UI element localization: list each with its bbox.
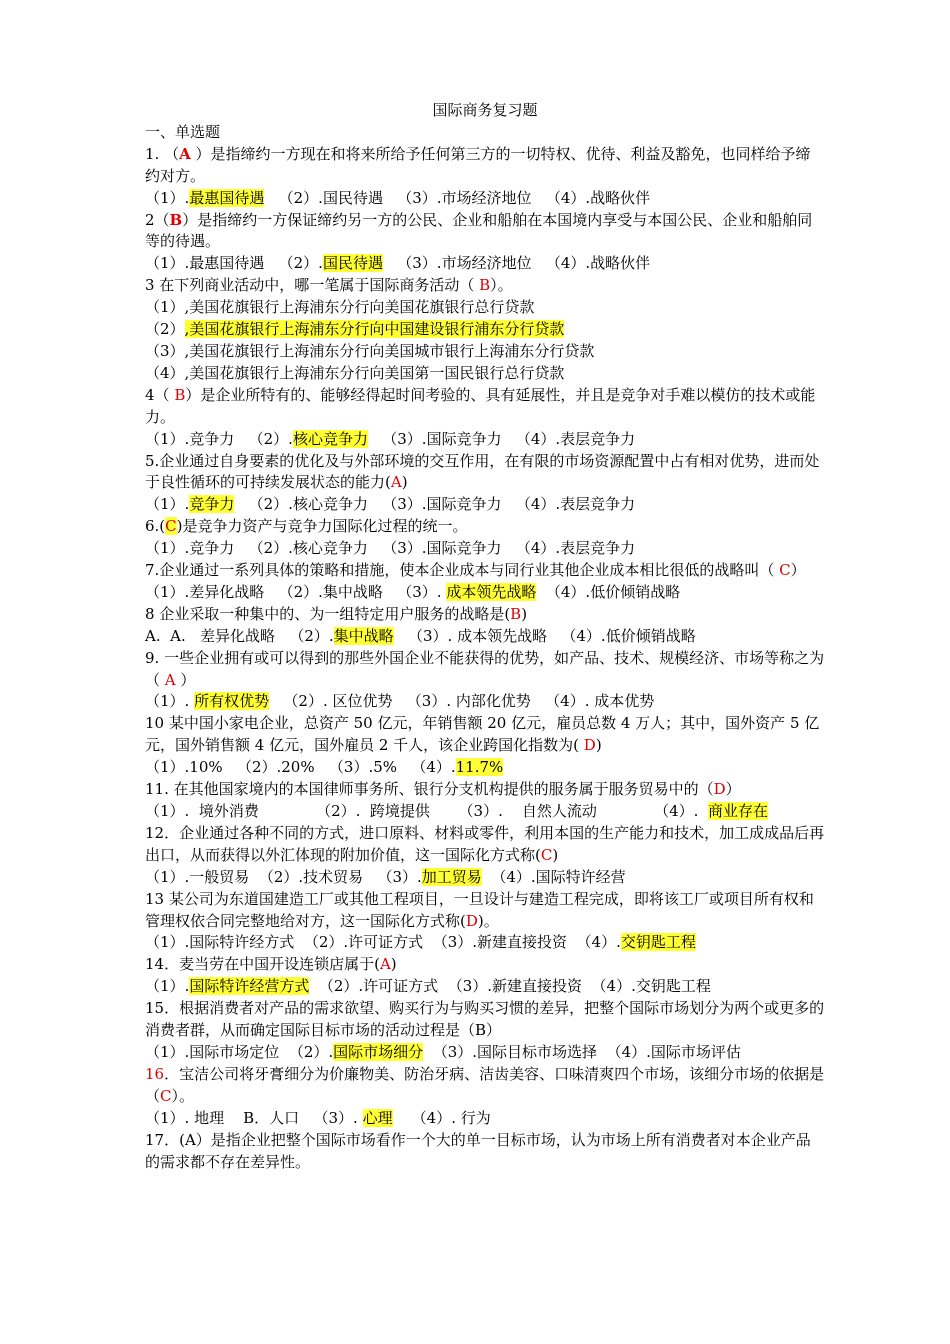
question-13: 13 某公司为东道国建造工厂或其他工程项目，一旦设计与建造工程完成，即将该工厂或项目所有权和管理权依合同完整地给对方，这一国际化方式称(D)。 bbox=[145, 889, 814, 930]
question-1: 1. （A ）是指缔约一方现在和将来所给予任何第三方的一切特权、优待、利益及豁免，也同样给予缔约对方。 bbox=[145, 144, 811, 185]
question-10: 10 某中国小家电企业，总资产 50 亿元，年销售额 20 亿元，雇员总数 4 万人；其中，国外资产 5 亿元，国外销售额 4 亿元，国外雇员 2 千人，该企业跨国化指数为( D) bbox=[145, 714, 820, 755]
highlighted-answer: 国民待遇 bbox=[322, 254, 383, 273]
question-12: 12．企业通过各种不同的方式，进口原料、材料或零件，利用本国的生产能力和技术，加工成成品后再出口，从而获得以外汇体现的附加价值，这一国际化方式称(C) bbox=[145, 823, 825, 864]
answer-mark: D bbox=[713, 780, 726, 799]
section-heading: 一、单选题 bbox=[145, 122, 221, 141]
highlighted-answer: 成本领先战略 bbox=[446, 582, 537, 601]
highlighted-answer: 加工贸易 bbox=[421, 867, 482, 886]
answer-mark: B bbox=[169, 210, 183, 229]
answer-mark: D bbox=[465, 911, 478, 930]
options-12: （1）.一般贸易 （2）.技术贸易 （3）.加工贸易 （4）.国际特许经营 bbox=[145, 867, 626, 886]
options-13: （1）.国际特许经方式 （2）.许可证方式 （3）.新建直接投资 （4）.交钥匙工程 bbox=[145, 933, 696, 952]
document-title: 国际商务复习题 bbox=[432, 101, 538, 119]
options-6: （1）.竞争力 （2）.核心竞争力 （3）.国际竞争力 （4）.表层竞争力 bbox=[145, 539, 636, 558]
option-3-4: （4）,美国花旗银行上海浦东分行向美国第一国民银行总行贷款 bbox=[145, 363, 565, 382]
question-number: 16 bbox=[145, 1064, 165, 1083]
answer-mark: B bbox=[479, 276, 491, 295]
highlighted-answer: 最惠国待遇 bbox=[189, 188, 265, 207]
options-11: （1）. 境外消费 （2）. 跨境提供 （3）. 自然人流动 （4）. 商业存在 bbox=[145, 802, 768, 820]
answer-mark: C bbox=[779, 561, 791, 580]
question-17: 17．(A）是指企业把整个国际市场看作一个大的单一目标市场，认为市场上所有消费者对本企业产品的需求都不存在差异性。 bbox=[145, 1130, 811, 1171]
option-3-2: （2）,美国花旗银行上海浦东分行向中国建设银行浦东分行贷款 bbox=[145, 320, 565, 339]
question-6: 6.(C)是竞争力资产与竞争力国际化过程的统一。 bbox=[145, 517, 468, 536]
options-2: （1）.最惠国待遇 （2）.国民待遇 （3）.市场经济地位 （4）.战略伙伴 bbox=[145, 254, 651, 273]
answer-mark: D bbox=[583, 736, 596, 755]
options-7: （1）.差异化战略 （2）.集中战略 （3）. 成本领先战略 （4）.低价倾销战略 bbox=[145, 582, 681, 601]
highlighted-answer: 心理 bbox=[362, 1108, 393, 1127]
question-5: 5.企业通过自身要素的优化及与外部环境的交互作用，在有限的市场资源配置中占有相对优势，进而处于良性循环的可持续发展状态的能力(A) bbox=[145, 451, 820, 492]
highlighted-answer: 所有权优势 bbox=[194, 692, 270, 711]
highlighted-answer: 竞争力 bbox=[189, 495, 235, 514]
question-8: 8 企业采取一种集中的、为一组特定用户服务的战略是(B) bbox=[145, 604, 528, 623]
answer-mark: A bbox=[164, 670, 176, 689]
document-page bbox=[145, 100, 825, 1173]
options-15: （1）.国际市场定位 （2）.国际市场细分 （3）.国际目标市场选择 （4）.国际市场评估 bbox=[145, 1042, 741, 1061]
highlighted-answer: 交钥匙工程 bbox=[620, 933, 696, 952]
options-9: （1）. 所有权优势 （2）. 区位优势 （3）. 内部化优势 （4）. 成本优势 bbox=[145, 692, 655, 711]
answer-mark: C bbox=[165, 517, 177, 536]
answer-mark: C bbox=[160, 1086, 172, 1105]
answer-mark: B bbox=[475, 1021, 487, 1040]
question-16: 16．宝洁公司将牙膏细分为价廉物美、防治牙病、洁齿美容、口味清爽四个市场，该细分市场的依据是（C）。 bbox=[145, 1064, 825, 1105]
answer-mark: B bbox=[174, 385, 186, 404]
question-14: 14．麦当劳在中国开设连锁店属于(A) bbox=[145, 955, 397, 974]
question-9: 9. 一些企业拥有或可以得到的那些外国企业不能获得的优势，如产品、技术、规模经济、市场等称之为（ A ） bbox=[145, 648, 825, 689]
options-5: （1）.竞争力 （2）.核心竞争力 （3）.国际竞争力 （4）.表层竞争力 bbox=[145, 495, 636, 514]
highlighted-answer: 集中战略 bbox=[333, 626, 394, 645]
highlighted-answer: 11.7% bbox=[455, 758, 504, 777]
question-4: 4（ B）是企业所特有的、能够经得起时间考验的、具有延展性，并且是竞争对手难以模仿的技术或能力。 bbox=[145, 385, 816, 426]
answer-mark: A bbox=[179, 144, 191, 163]
options-4: （1）.竞争力 （2）.核心竞争力 （3）.国际竞争力 （4）.表层竞争力 bbox=[145, 429, 636, 448]
option-3-3: （3）,美国花旗银行上海浦东分行向美国城市银行上海浦东分行贷款 bbox=[145, 341, 595, 360]
highlighted-answer: ,美国花旗银行上海浦东分行向中国建设银行浦东分行贷款 bbox=[184, 320, 565, 339]
answer-mark: B bbox=[510, 604, 522, 623]
highlighted-answer: 国际特许经营方式 bbox=[189, 977, 310, 996]
highlighted-answer: 商业存在 bbox=[707, 802, 768, 820]
highlighted-answer: 国际市场细分 bbox=[333, 1042, 424, 1061]
question-7: 7.企业通过一系列具体的策略和措施，使本企业成本与同行业其他企业成本相比很低的战略叫（ C） bbox=[145, 561, 806, 580]
question-3: 3 在下列商业活动中，哪一笔属于国际商务活动（ B）。 bbox=[145, 276, 513, 295]
options-14: （1）.国际特许经营方式 （2）.许可证方式 （3）.新建直接投资 （4）.交钥匙工程 bbox=[145, 977, 711, 996]
options-10: （1）.10% （2）.20% （3）.5% （4）.11.7% bbox=[145, 758, 504, 777]
answer-mark: C bbox=[540, 845, 553, 864]
answer-mark: A bbox=[379, 955, 391, 974]
question-2: 2（B）是指缔约一方保证缔约另一方的公民、企业和船舶在本国境内享受与本国公民、企业和船舶同等的待遇。 bbox=[145, 210, 813, 251]
option-3-1: （1）,美国花旗银行上海浦东分行向美国花旗银行总行贷款 bbox=[145, 298, 535, 317]
highlighted-answer: 核心竞争力 bbox=[292, 429, 368, 448]
answer-mark: A bbox=[390, 473, 402, 492]
options-1: （1）.最惠国待遇 （2）.国民待遇 （3）.市场经济地位 （4）.战略伙伴 bbox=[145, 188, 651, 207]
question-11: 11. 在其他国家境内的本国律师事务所、银行分支机构提供的服务属于服务贸易中的（D） bbox=[145, 780, 741, 799]
options-16: （1）. 地理 B．人口 （3）. 心理 （4）. 行为 bbox=[145, 1108, 491, 1127]
question-15: 15．根据消费者对产品的需求欲望、购买行为与购买习惯的差异，把整个国际市场划分为两个或更多的消费者群，从而确定国际目标市场的活动过程是（B） bbox=[145, 999, 825, 1040]
options-8: A. A. 差异化战略 （2）.集中战略 （3）. 成本领先战略 （4）.低价倾销战略 bbox=[145, 626, 696, 645]
